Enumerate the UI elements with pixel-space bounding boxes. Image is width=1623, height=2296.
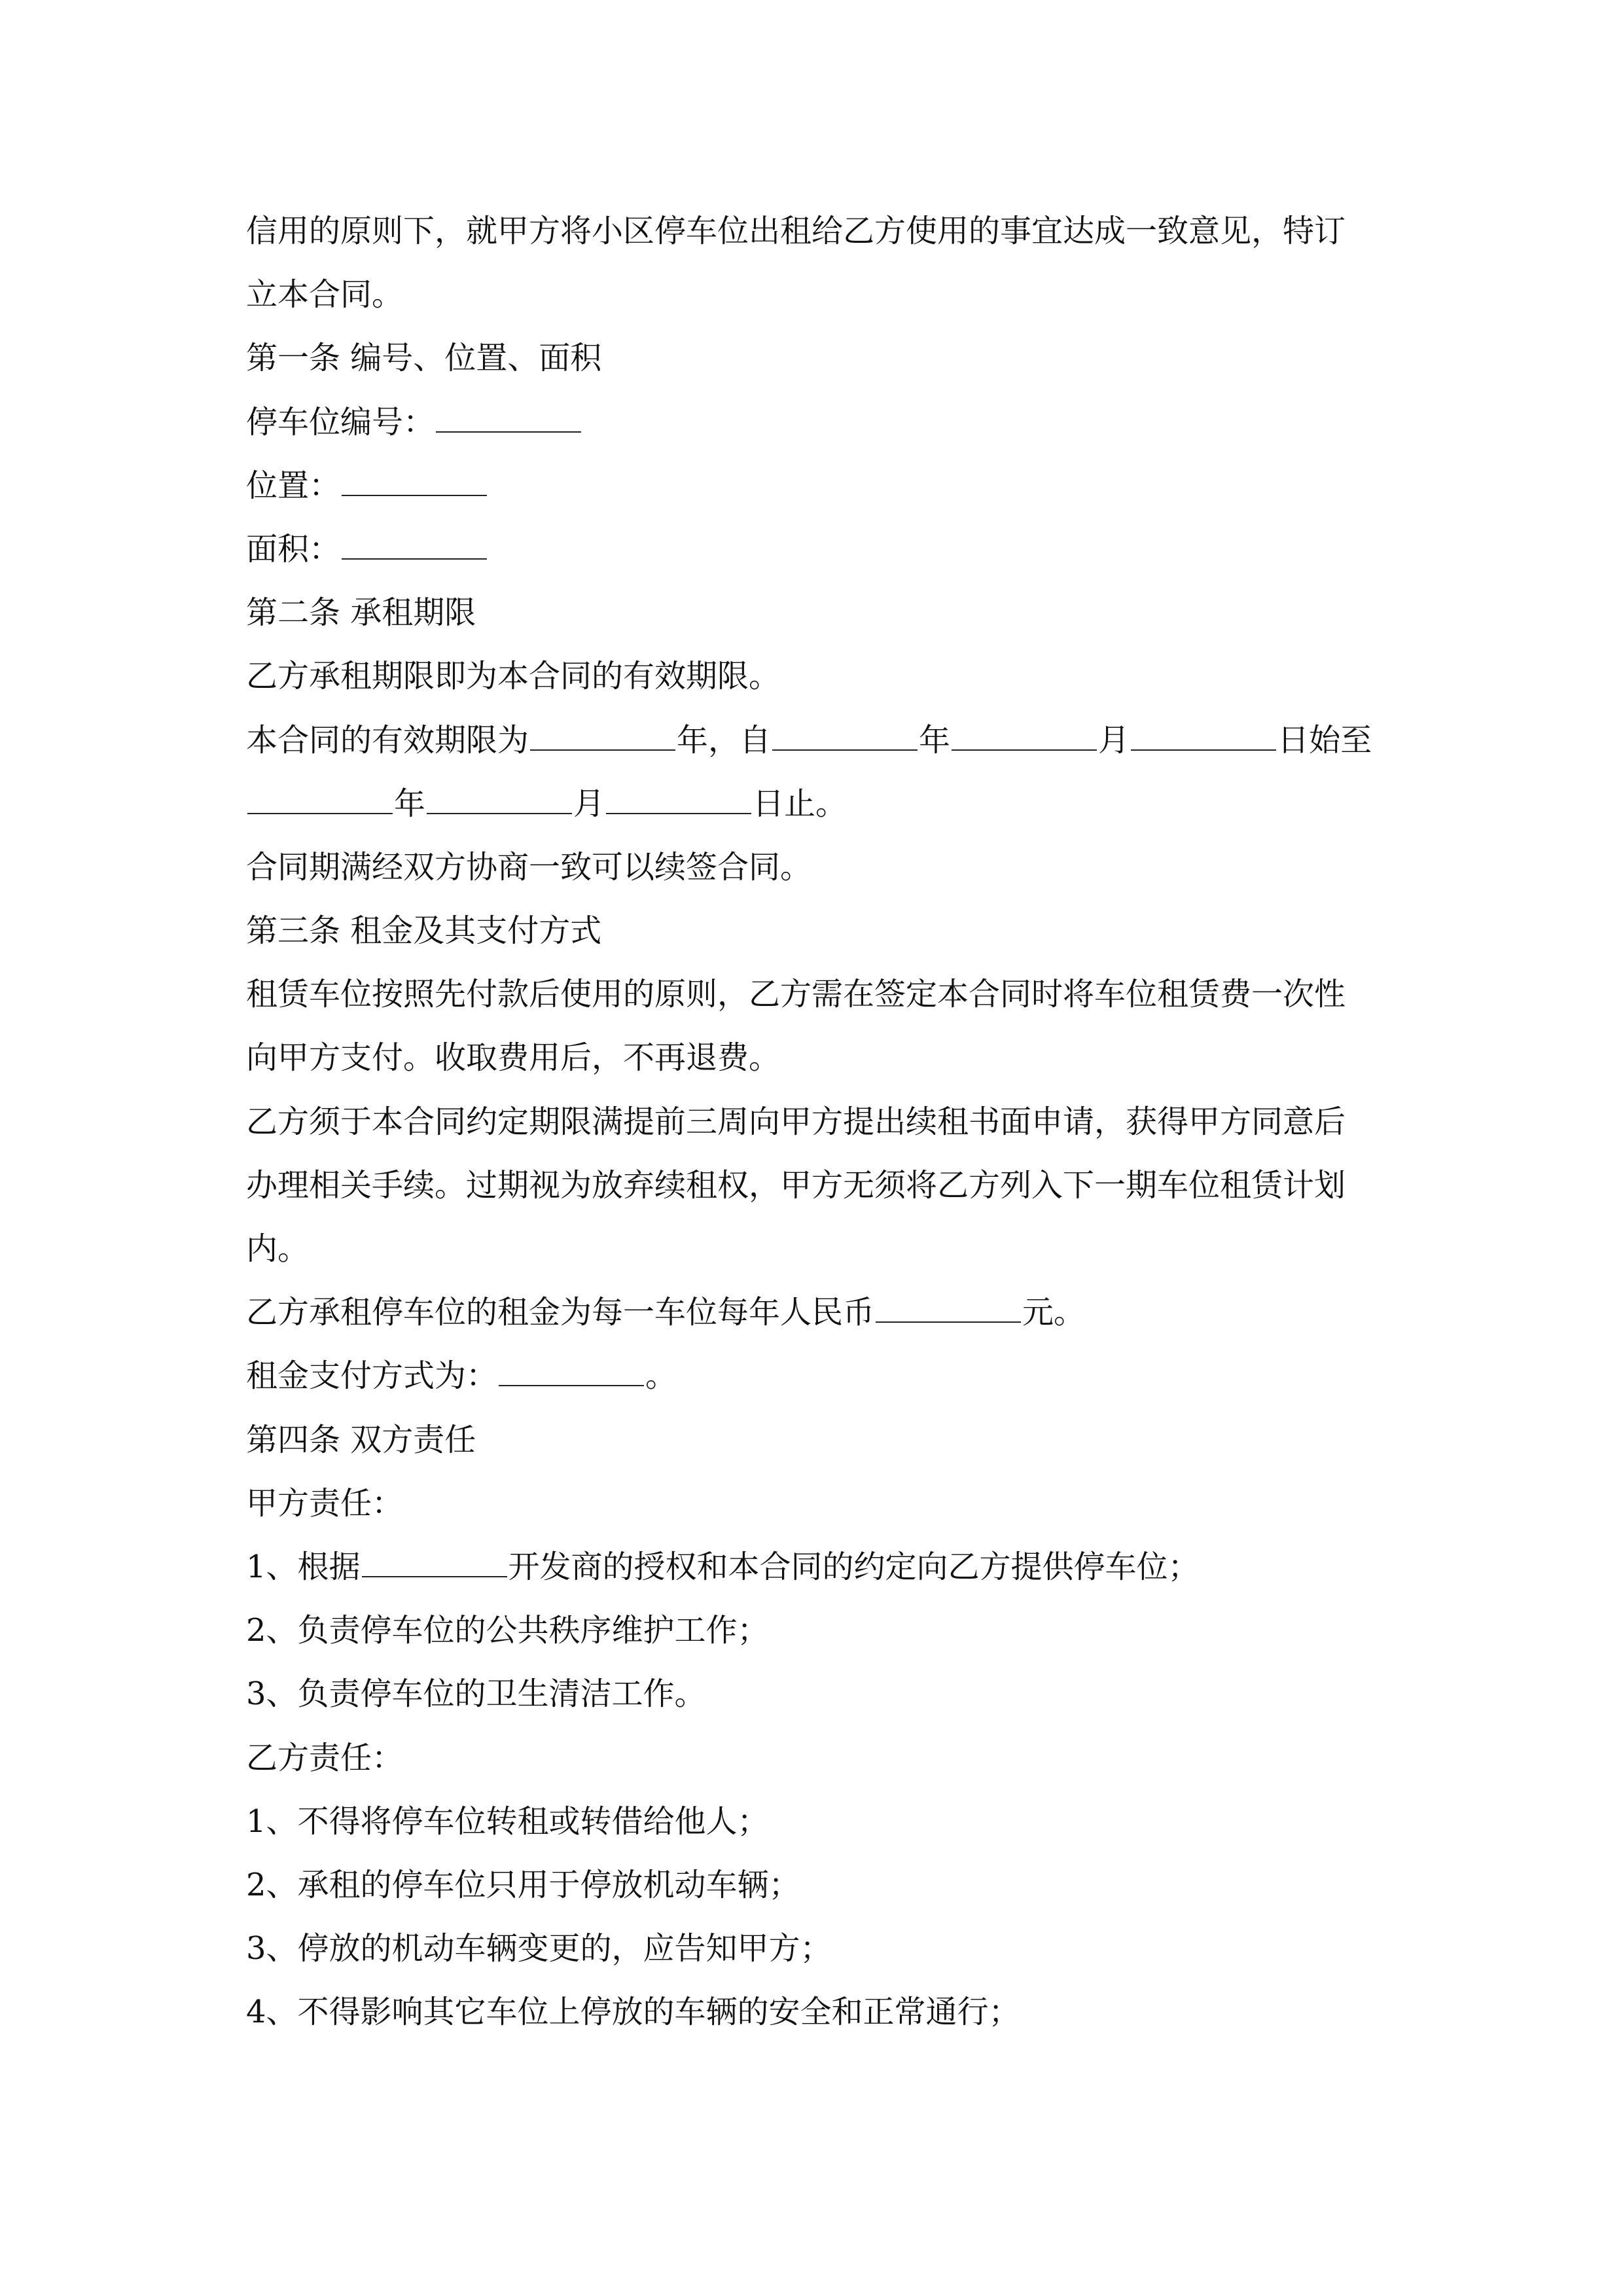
text-run: 2、承租的停车位只用于停放机动车辆； [246, 1866, 800, 1903]
blank-line [436, 400, 581, 433]
text-run: 1、不得将停车位转租或转借给他人； [246, 1803, 769, 1840]
text-run: 本合同的有效期限为 [246, 721, 529, 759]
text-run: 第一条 编号、位置、面积 [246, 340, 602, 377]
text-run: 租赁车位按照先付款后使用的原则，乙方需在签定本合同时将车位租赁费一次性 [246, 976, 1346, 1013]
text-run: 向甲方支付。收取费用后，不再退费。 [246, 1039, 781, 1077]
text-line [246, 454, 1377, 518]
blank-line [427, 781, 572, 814]
text-run: 甲方责任： [246, 1484, 404, 1522]
text-run: 年 [919, 721, 951, 759]
blank-line [772, 718, 918, 751]
field-label: 租金支付方式为： [246, 1357, 498, 1395]
list-item [246, 1535, 1377, 1599]
text-line [246, 709, 1377, 772]
field-label: 面积： [246, 530, 341, 567]
text-run: 日止。 [753, 785, 847, 822]
text-run: 4、不得影响其它车位上停放的车辆的安全和正常通行； [246, 1994, 1020, 2031]
blank-line [499, 1354, 644, 1386]
text-line [246, 263, 1377, 327]
blank-line [342, 527, 487, 560]
text-line [246, 963, 1377, 1026]
list-item [246, 1854, 1377, 1917]
blank-line [247, 781, 393, 814]
blank-line [362, 1545, 507, 1577]
text-run: 乙方责任： [246, 1739, 404, 1776]
text-run: 乙方承租停车位的租金为每一车位每年人民币 [246, 1294, 875, 1331]
text-line [246, 1217, 1377, 1281]
section-label [246, 1472, 1377, 1535]
list-item [246, 1981, 1377, 2044]
text-run: 立本合同。 [246, 276, 404, 314]
list-item [246, 1662, 1377, 1726]
text-run: 3、负责停车位的卫生清洁工作。 [246, 1676, 706, 1713]
text-line [246, 772, 1377, 836]
list-item [246, 1599, 1377, 1662]
text-line [246, 1281, 1377, 1344]
blank-line [952, 718, 1097, 751]
text-run: 信用的原则下，就甲方将小区停车位出租给乙方使用的事宜达成一致意见，特订 [246, 213, 1346, 249]
blank-line [530, 718, 675, 751]
text-run: 乙方须于本合同约定期限满提前三周向甲方提出续租书面申请，获得甲方同意后 [246, 1103, 1346, 1140]
text-run: 日始至 [1277, 721, 1372, 759]
text-run: 1、根据 [246, 1548, 361, 1585]
text-run: 年，自 [677, 721, 772, 759]
text-run: 2、负责停车位的公共秩序维护工作； [246, 1612, 769, 1649]
text-run: 月 [573, 785, 605, 822]
text-line [246, 836, 1377, 899]
article-heading [246, 1408, 1377, 1472]
list-item [246, 1917, 1377, 1981]
text-line [246, 518, 1377, 581]
field-label: 位置： [246, 467, 341, 504]
article-heading [246, 899, 1377, 963]
text-run: 开发商的授权和本合同的约定向乙方提供停车位； [508, 1548, 1200, 1585]
text-run: 年 [394, 785, 426, 822]
document-body [246, 200, 1377, 2044]
blank-line [342, 463, 487, 496]
text-run: 内。 [246, 1230, 310, 1267]
text-line [246, 1344, 1377, 1408]
blank-line [876, 1290, 1021, 1323]
field-label: 停车位编号： [246, 403, 435, 440]
text-run: 乙方承租期限即为本合同的有效期限。 [246, 658, 781, 695]
text-line [246, 1090, 1377, 1154]
text-line [246, 391, 1377, 454]
text-line [246, 645, 1377, 708]
list-item [246, 1790, 1377, 1854]
section-label [246, 1727, 1377, 1790]
text-run: 3、停放的机动车辆变更的，应告知甲方； [246, 1930, 832, 1967]
text-run: 第二条 承租期限 [246, 594, 476, 632]
text-run: 月 [1098, 721, 1130, 759]
text-line [246, 1154, 1377, 1217]
text-run: 办理相关手续。过期视为放弃续租权，甲方无须将乙方列入下一期车位租赁计划 [246, 1166, 1346, 1204]
text-line [246, 200, 1377, 263]
blank-line [1131, 718, 1276, 751]
text-run: 第四条 双方责任 [246, 1421, 476, 1458]
text-run: 合同期满经双方协商一致可以续签合同。 [246, 848, 812, 886]
text-line [246, 1026, 1377, 1090]
blank-line [606, 781, 751, 814]
article-heading [246, 327, 1377, 390]
article-heading [246, 581, 1377, 645]
text-run: 。 [645, 1357, 677, 1395]
text-run: 元。 [1022, 1294, 1086, 1331]
text-run: 第三条 租金及其支付方式 [246, 912, 602, 950]
